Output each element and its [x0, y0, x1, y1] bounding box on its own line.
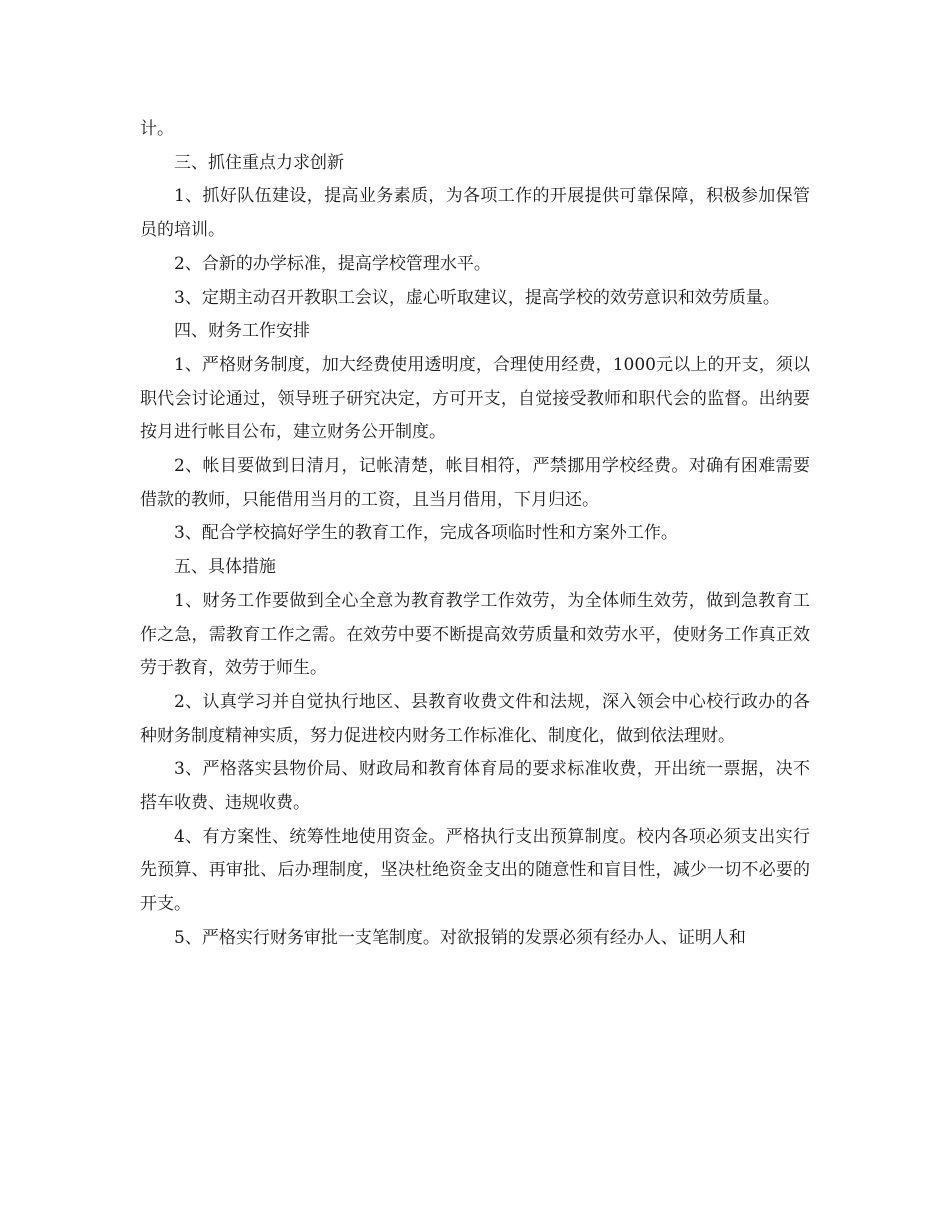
section-heading-3: 三、抓住重点力求创新 [174, 152, 344, 173]
paragraph: 3、定期主动召开教职工会议，虚心听取建议，提高学校的效劳意识和效劳质量。 [174, 287, 780, 308]
paragraph: 2、认真学习并自觉执行地区、县教育收费文件和法规，深入领会中心校行政办的各种财务制度精神实质，努力促进校内财务工作标准化、制度化，做到依法理财。 [140, 691, 810, 746]
paragraph: 1、抓好队伍建设，提高业务素质，为各项工作的开展提供可靠保障，积极参加保管员的培训。 [140, 186, 810, 241]
paragraph: 2、合新的办学标准，提高学校管理水平。 [174, 253, 491, 274]
section-heading-5: 五、具体措施 [174, 557, 276, 578]
paragraph: 1、严格财务制度，加大经费使用透明度，合理使用经费，1000元以上的开支，须以职代会讨论通过，领导班子研究决定，方可开支，自觉接受教师和职代会的监督。出纳要按月进行帐目公布，建立财务公开制度。 [140, 354, 810, 443]
paragraph-continuation: 计。 [140, 119, 174, 139]
paragraph: 1、财务工作要做到全心全意为教育教学工作效劳，为全体师生效劳，做到急教育工作之急，需教育工作之需。在效劳中要不断提高效劳质量和效劳水平，使财务工作真正效劳于教育，效劳于师生。 [140, 590, 810, 679]
document-body [140, 113, 810, 956]
paragraph: 3、配合学校搞好学生的教育工作，完成各项临时性和方案外工作。 [174, 523, 678, 544]
paragraph: 3、严格落实县物价局、财政局和教育体育局的要求标准收费，开出统一票据，决不搭车收费、违规收费。 [140, 759, 810, 814]
section-heading-4: 四、财务工作安排 [174, 321, 310, 342]
paragraph: 5、严格实行财务审批一支笔制度。对欲报销的发票必须有经办人、证明人和 [174, 927, 746, 948]
paragraph: 4、有方案性、统筹性地使用资金。严格执行支出预算制度。校内各项必须支出实行先预算、再审批、后办理制度，坚决杜绝资金支出的随意性和盲目性，减少一切不必要的开支。 [140, 826, 810, 915]
paragraph: 2、帐目要做到日清月，记帐清楚，帐目相符，严禁挪用学校经费。对确有困难需要借款的教师，只能借用当月的工资，且当月借用，下月归还。 [140, 456, 810, 510]
